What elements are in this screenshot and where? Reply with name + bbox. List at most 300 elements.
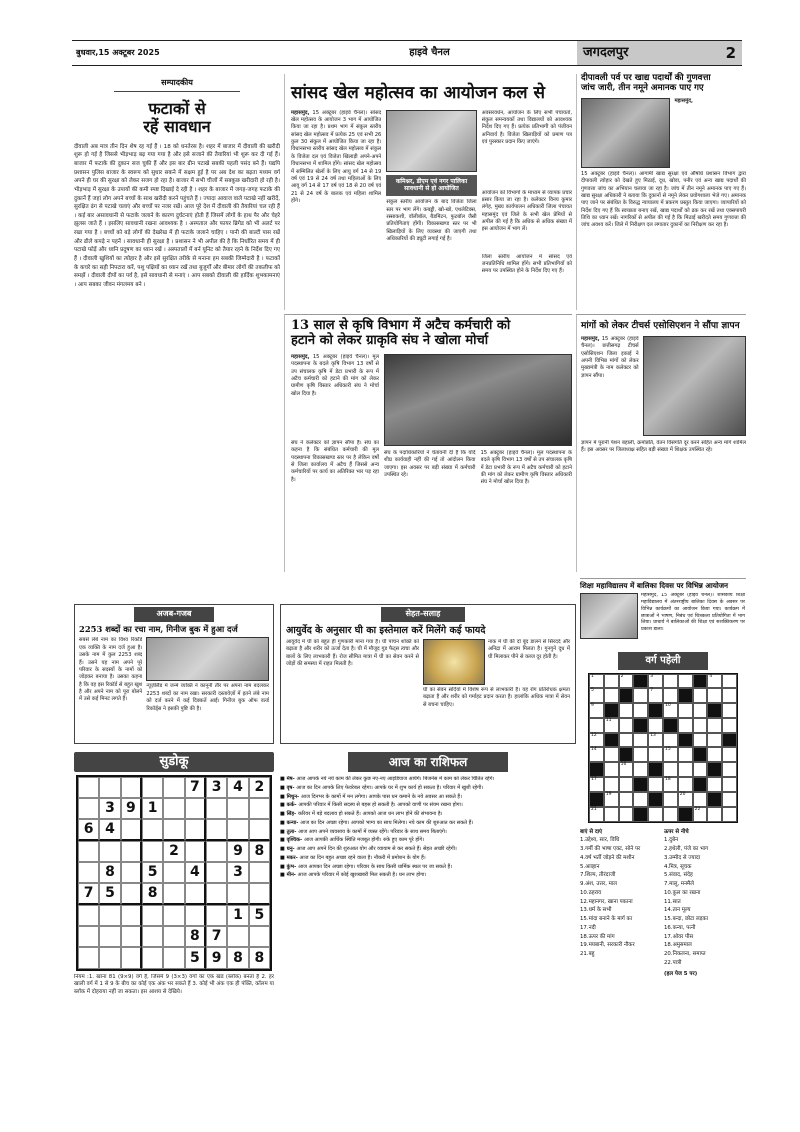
sudoku-cell[interactable]: 6 — [78, 819, 99, 841]
lead-col-1 — [291, 110, 381, 300]
rashifal-title: आज का राशिफल — [348, 752, 508, 772]
crossword-cell[interactable] — [663, 792, 678, 807]
crossword-clue: 4.वर्ष भर्ती जोड़ने की मशीन — [580, 854, 635, 861]
crossword-clue: 5.आव्हान — [580, 863, 600, 870]
sudoku-cell[interactable] — [99, 926, 120, 947]
crossword-cell[interactable] — [722, 703, 737, 718]
sudoku-cell[interactable]: 9 — [206, 947, 227, 968]
guinness-headline: 2253 शब्दों का रचा नाम, गिनीज बुक में हुआ दर्ज — [79, 623, 238, 634]
crossword-cell[interactable] — [619, 703, 634, 718]
crossword-cell[interactable] — [589, 718, 604, 733]
crossword-cell[interactable] — [707, 718, 722, 733]
rashifal-sign: ■ मीन- — [280, 872, 298, 879]
crossword-cell[interactable] — [693, 688, 708, 703]
crossword-cell[interactable] — [722, 807, 737, 822]
crossword-cell[interactable] — [663, 733, 678, 748]
crossword-cell[interactable] — [678, 674, 693, 689]
health-section-label: सेहत-सलाह — [381, 607, 465, 622]
crossword-cell — [693, 747, 708, 762]
crossword-cell[interactable]: 20 — [678, 792, 693, 807]
employees-headline-1: 13 साल से कृषि विभाग में अटैच कर्मचारी को — [291, 318, 511, 333]
crossword-clue: 15.मांदा बनाने के मार्ग का — [580, 916, 633, 922]
guinness-body-a: सबसे लंबे नाम का विश्व रिकॉर्ड एक व्यक्ति के नाम दर्ज हुआ है। उसके नाम में कुल 2253 शब्द हैं। उसने यह नाम अपने पूरे परिवार के सदस्यों के नामों को जोड़कर बनाया है। उसका कहना है कि वह इस रिकॉर्ड से बहुत खुश है और अपने नाम को पूरा बोलने में उसे कई मिनट लगते हैं। — [79, 637, 143, 703]
crossword-cell[interactable] — [693, 792, 708, 807]
health-body-b: नाक में घी की दो बूंद डालने से सिरदर्द और अनिद्रा में आराम मिलता है। गुनगुने दूध में घी मिलाकर पीने से कब्ज दूर होती है। — [488, 638, 570, 660]
crossword-cell[interactable]: 13 — [648, 733, 663, 748]
crossword-cell[interactable] — [693, 718, 708, 733]
sudoku-cell[interactable] — [78, 862, 99, 883]
rashifal-sign: ■ वृश्चिक- — [280, 837, 304, 844]
sudoku-cell[interactable] — [78, 841, 99, 862]
rashifal-sign: ■ मिथुन- — [280, 793, 301, 800]
sudoku-cell[interactable] — [78, 947, 99, 968]
crossword-cell — [693, 674, 708, 689]
rashifal-text: आज आपका दिन अच्छा रहेगा। परिवार के साथ किसी धार्मिक स्थल पर जा सकते हैं। — [297, 863, 453, 870]
crossword-cell[interactable]: 18 — [663, 777, 678, 792]
crossword-cell[interactable] — [619, 777, 634, 792]
crossword-clue: 10.कुल का रखना — [664, 889, 701, 896]
sudoku-cell[interactable]: 5 — [185, 947, 206, 968]
crossword-cell[interactable] — [707, 777, 722, 792]
crossword-cell[interactable] — [693, 703, 708, 718]
sudoku-cell[interactable]: 3 — [227, 862, 248, 883]
crossword-cell[interactable]: 19 — [604, 792, 619, 807]
rashifal-item — [280, 820, 576, 828]
crossword-cell[interactable]: 5 — [589, 688, 604, 703]
sudoku-cell[interactable] — [206, 841, 227, 862]
sudoku-cell[interactable] — [249, 819, 270, 841]
sudoku-cell[interactable] — [142, 947, 163, 968]
crossword-cell[interactable] — [619, 792, 634, 807]
sudoku-cell[interactable]: 8 — [249, 947, 270, 968]
employees-photo — [384, 354, 572, 446]
sudoku-cell[interactable]: 1 — [227, 905, 248, 926]
crossword-cell[interactable] — [722, 747, 737, 762]
crossword-clue: 21.बहु — [580, 951, 595, 957]
crossword-cell[interactable] — [722, 688, 737, 703]
crossword-cell[interactable] — [693, 762, 708, 777]
crossword-cell[interactable]: 11 — [604, 718, 619, 733]
sudoku-cell[interactable] — [163, 883, 184, 905]
crossword-cell — [648, 792, 663, 807]
crossword-clue: 3.उम्मीद से ज्यादा — [664, 854, 701, 861]
sudoku-cell[interactable] — [121, 883, 142, 905]
crossword-clue: 16.कन्या, पत्नी — [664, 924, 696, 931]
crossword-cell[interactable] — [678, 777, 693, 792]
sudoku-cell[interactable] — [163, 777, 184, 798]
sudoku-cell[interactable] — [99, 905, 120, 926]
sudoku-cell[interactable] — [142, 905, 163, 926]
sudoku-cell[interactable] — [227, 819, 248, 841]
rashifal-sign: ■ वृष- — [280, 784, 297, 791]
sudoku-cell[interactable]: 7 — [78, 883, 99, 905]
guinness-photo — [146, 637, 269, 681]
crossword-clue: 9.अंश, उत्तर, माल — [580, 881, 617, 887]
rashifal-sign: ■ मेष- — [280, 776, 297, 783]
city-name: जगदलपुर — [583, 45, 629, 61]
editorial-title-line2: रहें सावधान — [143, 117, 211, 137]
crossword-cell — [619, 747, 634, 762]
crossword-clue: 1.उद्देश्य, सार, विधि — [580, 837, 620, 844]
sudoku-cell[interactable] — [185, 798, 206, 819]
sudoku-cell[interactable] — [163, 947, 184, 968]
lead-body-b: आयोजन को विभागों के माध्यम से व्यापक प्रचार प्रसार किया जा रहा है। कलेक्टर विनय कुमार लंगेह, मुख्य कार्यपालन अधिकारी जिला पंचायत महासमुंद एवं जिले के सभी खेल प्रेमियों से अपील की गई है कि अधिक से अधिक संख्या में इस आयोजन में भाग लें। — [481, 189, 572, 233]
rashifal-text: आज का दिन आपके लिए फेवरेबल रहेगा। आपके घर में शुभ कार्य हो सकता है। परिवार में खुशी रहेगी। — [296, 784, 484, 791]
sudoku-cell[interactable] — [78, 905, 99, 926]
issue-date: बुधवार,15 अक्टूबर 2025 — [76, 47, 160, 57]
crossword-cell — [693, 777, 708, 792]
women-college-body: महासमुंद, 15 अक्टूबर (हाइवे चैनल)। शासकीय शिक्षा महाविद्यालय में अंतरराष्ट्रीय बालिका दिवस के अवसर पर विभिन्न कार्यक्रमों का आयोजन किया गया। कार्यक्रम में छात्राओं ने भाषण, निबंध एवं चित्रकला प्रतियोगिता में भाग लिया। प्राचार्य ने बालिकाओं की शिक्षा एवं सशक्तिकरण पर प्रकाश डाला। — [641, 593, 745, 633]
crossword-cell[interactable] — [604, 674, 619, 689]
crossword-cell[interactable] — [633, 703, 648, 718]
sudoku-cell[interactable] — [78, 926, 99, 947]
sudoku-cell[interactable]: 2 — [249, 777, 270, 798]
crossword-cell[interactable]: 4 — [707, 674, 722, 689]
rashifal-sign: ■ तुला- — [280, 828, 299, 835]
guinness-box — [74, 604, 274, 744]
sudoku-cell[interactable] — [163, 905, 184, 926]
sudoku-cell[interactable]: 8 — [249, 841, 270, 862]
crossword-clue: 18.अमुसमाल — [664, 942, 692, 949]
crossword-cell[interactable] — [648, 777, 663, 792]
sudoku-cell[interactable] — [249, 862, 270, 883]
sudoku-cell[interactable] — [163, 862, 184, 883]
crossword-cell[interactable] — [604, 762, 619, 777]
crossword-cell[interactable] — [619, 718, 634, 733]
lead-headline: सांसद खेल महोत्सव का आयोजन कल से — [291, 83, 545, 103]
sudoku-cell[interactable] — [249, 798, 270, 819]
sudoku-cell[interactable] — [121, 841, 142, 862]
crossword-cell — [678, 733, 693, 748]
sudoku-cell[interactable]: 7 — [185, 777, 206, 798]
sudoku-cell[interactable] — [185, 883, 206, 905]
lead-inset-box: कमिश्नर, डीएम एवं नगर पालिका सावधानी से हो आयोजित — [386, 175, 476, 197]
sudoku-rules: नियम :1. खाना 81 (9×9) वर्ग हैं, जिसमें 9 (3×3) वर्गों का एक खंड (ब्लॉक) बनता है 2. हर खाली वर्ग में 1 से 9 के बीच का कोई एक अंक भर सकते हैं 3. कोई भी अंक एक ही पंक्ति, कॉलम या ब्लॉक में दोहराया नहीं जा सकता। इस आशय से देखिये। — [74, 973, 274, 995]
sudoku-cell[interactable]: 5 — [99, 883, 120, 905]
crossword-cell[interactable] — [619, 733, 634, 748]
sudoku-cell[interactable]: 4 — [185, 862, 206, 883]
sudoku-cell[interactable]: 8 — [185, 926, 206, 947]
crossword-cell[interactable]: 14 — [589, 747, 604, 762]
sudoku-cell[interactable] — [185, 841, 206, 862]
editorial-body: दीवाली अब मात्र तीन दिन शेष रह गई हैं । 18 को धनतेरस है। शहर में बाजार में दीवाली की खरीदी शुरू हो गई है जिससे भीड़भाड़ बढ़ गया गया है और इसे सजाने की तैयारियां भी शुरू कर दी गई हैं। बाजार में फटाके की दुकान सज चुकी हैं और इस बार ग्रीन पटाखे सबकी पहली पसंद बने हैं। यद्यपि प्रशासन पुलिस बाजार के स्वरूप को सुधार सकने में सक्षम हुई है पर अब देश का बढ़ता मध्यम वर्ग अपने ही घर की सुरक्षा को लेकर सजग हो रहा है। बाजार में सभी चीजों में सबकुछ खरीदारी हो रही है। भीड़भाड़ में सुरक्षा के उपायों की कमी स्पष्ट दिखाई दे रही है । शहर के बाजार में जगह-जगह फटाके की दुकानें हैं जहां लोग अपने बच्चों के साथ खरीदी करने पहुंचते हैं । ज्यादा आवाज वाले पटाखे नहीं खरीदें, सुरक्षित ढंग से पटाखे चलाएं और बच्चों पर नजर रखें। आज पूरे देश में दीवाली की तैयारियां चल रही हैं । कई बार असावधानी से फटाके जलाने के कारण दुर्घटनाएं होती हैं जिसमें लोगों के हाथ पैर और चेहरे झुलस जाते हैं । इसलिए सावधानी रखना आवश्यक है । अस्पताल और फायर ब्रिगेड को भी अलर्ट पर रखा गया है । बच्चों को बड़े लोगों की देखरेख में ही फटाके जलाने चाहिए । पानी की बाल्टी पास रखें और ढीले कपड़े न पहनें । सावधानी ही सुरक्षा है । प्रशासन ने भी अपील की है कि निर्धारित समय में ही पटाखे फोड़ें और ध्वनि प्रदूषण का ध्यान रखें । अस्पतालों में बर्न यूनिट को तैयार रहने के निर्देश दिए गए हैं । दीवाली खुशियों का त्योहार है और इसे सुरक्षित तरीके से मनाना हम सबकी जिम्मेदारी है । फटाकों के कचरे का सही निपटारा करें, पशु पक्षियों का ध्यान रखें तथा बुजुर्गों और बीमार लोगों की तकलीफ को समझें । दीवाली दीपों का पर्व है, इसे सावधानी से मनाएं । आप सबको दीवाली की हार्दिक शुभकामनाएं । आप सबका जीवन मंगलमय बने । — [74, 143, 280, 289]
crossword-clue: 13.धर्म के सभी — [580, 907, 612, 914]
crossword-clue: 4.मित्र, सूचक — [664, 863, 692, 870]
teachers-body-b: ज्ञापन में पुरानी पेंशन बहाली, क्रमोन्नति, वेतन विसंगति दूर करने सहित अन्य मांगें शामिल हैं। इस अवसर पर जिलाध्यक्ष सहित बड़ी संख्या में शिक्षक उपस्थित रहे। — [581, 439, 746, 454]
sudoku-cell[interactable] — [142, 777, 163, 798]
crossword-cell[interactable] — [722, 777, 737, 792]
guinness-body-b: न्यूज़ीलैंड में जन्मे व्यक्ति ने कानूनी तौर पर अपना नाम बदलकर 2253 शब्दों का नाम रखा। सरकारी दस्तावेज़ों में इतने लंबे नाम को दर्ज करने में कई दिक्कतें आईं। गिनीज बुक ऑफ वर्ल्ड रिकॉर्ड्स ने इसकी पुष्टि की है। — [146, 683, 269, 712]
diwali-headline-2: जांच जारी, तीन नमूने अमानक पाए गए — [581, 82, 704, 93]
sudoku-cell[interactable]: 3 — [206, 777, 227, 798]
sudoku-cell[interactable] — [121, 819, 142, 841]
crossword-cell[interactable] — [663, 807, 678, 822]
sudoku-cell[interactable]: 7 — [206, 926, 227, 947]
crossword-clue: 10.ठहराव — [580, 889, 602, 896]
crossword-cell[interactable]: 9 — [589, 703, 604, 718]
city-edition-box — [577, 41, 742, 65]
crossword-cell[interactable] — [604, 747, 619, 762]
sudoku-cell[interactable]: 8 — [99, 862, 120, 883]
sudoku-section — [74, 752, 274, 1092]
sudoku-cell[interactable] — [163, 819, 184, 841]
diwali-photo — [581, 98, 670, 168]
diwali-body: 15 अक्टूबर (हाइवे चैनल)। आगामी खाद्य सुरक्षा एवं औषधि प्रशासन विभाग द्वारा दीपावली त्योहार को देखते हुए मिठाई, दूध, खोवा, पनीर एवं अन्य खाद्य पदार्थों की गुणवत्ता जांच का अभियान चलाया जा रहा है। जांच में तीन नमूने अमानक पाए गए हैं। खाद्य सुरक्षा अधिकारी ने बताया कि दुकानों से नमूने लेकर प्रयोगशाला भेजे गए। अमानक पाए जाने पर संबंधित के विरुद्ध न्यायालय में प्रकरण प्रस्तुत किया जाएगा। व्यापारियों को निर्देश दिए गए हैं कि स्वच्छता बनाए रखें, खाद्य पदार्थों को ढक कर रखें तथा एक्सपायरी तिथि का ध्यान रखें। नागरिकों से अपील की गई है कि मिठाई खरीदते समय गुणवत्ता की जांच अवश्य करें। जिले में निरीक्षण दल लगातार दुकानों का निरीक्षण कर रहा है। — [581, 170, 746, 229]
sudoku-cell[interactable] — [78, 798, 99, 819]
crossword-clue: 14.तान मूल्य — [664, 907, 691, 914]
page-number: 2 — [725, 43, 736, 62]
sudoku-cell[interactable] — [206, 862, 227, 883]
sudoku-cell[interactable] — [121, 926, 142, 947]
rashifal-sign: ■ कर्क- — [280, 802, 299, 809]
sudoku-cell[interactable]: 4 — [99, 819, 120, 841]
sudoku-cell[interactable] — [163, 926, 184, 947]
teachers-dateline: महासमुंद, — [581, 335, 600, 342]
page-header — [72, 40, 742, 66]
sudoku-title: सुडोकू — [74, 752, 274, 772]
crossword-cell[interactable]: 22 — [693, 807, 708, 822]
editorial-section — [74, 78, 280, 596]
diwali-headline-1: दीपावली पर्व पर खाद्य पदार्थों की गुणवत्ता — [581, 73, 711, 83]
lead-body-c: अवसरवर्धन, आयोजन के लिए सभी पंचायतों, संकुल समन्वयकों तथा विद्यालयों को आवश्यक निर्देश दिए गए हैं। प्रत्येक प्रतिभागी को पंजीयन अनिवार्य है। विजेता खिलाड़ियों को प्रमाण पत्र एवं पुरस्कार प्रदान किए जाएंगे। — [481, 109, 572, 146]
sudoku-cell[interactable] — [142, 819, 163, 841]
employees-body-a2: 15 अक्टूबर (हाइवे चैनल)। मूल पदस्थापना के बदले कृषि विभाग 13 वर्षों से उप संचालक कृषि में डेटा प्रभारी के रूप में अटैच कर्मचारी को हटाने की मांग को लेकर ग्रामीण कृषि विस्तार अधिकारी संघ ने मोर्चा खोल दिया है। — [480, 449, 572, 486]
crossword-cell[interactable]: 1 — [589, 674, 604, 689]
editorial-title-line1: फटाकों से — [148, 98, 206, 118]
crossword-cell[interactable] — [633, 733, 648, 748]
crossword-cell[interactable] — [678, 703, 693, 718]
rashifal-text: आज आपकी आर्थिक स्थिति मजबूत होगी। रुके हुए काम पूरे होंगे। — [303, 837, 425, 844]
crossword-title: वर्ग पहेली — [618, 652, 708, 670]
crossword-grid[interactable] — [588, 673, 738, 823]
crossword-cell[interactable] — [648, 807, 663, 822]
crossword-cell[interactable] — [722, 762, 737, 777]
crossword-across-title: बाएं से दाएं — [580, 828, 603, 835]
crossword-cell — [589, 762, 604, 777]
rashifal-text: आज आपके परिवार में कोई खुशखबरी मिल सकती है। धन लाभ होगा। — [297, 872, 427, 879]
crossword-clue: 2.हथेली, पंजे का भाग — [664, 846, 709, 852]
sudoku-cell[interactable]: 5 — [142, 862, 163, 883]
employees-story — [284, 314, 572, 572]
sudoku-cell[interactable] — [121, 862, 142, 883]
crossword-clue: 3.गर्मी की भाषा एक्ट, सोने पर — [580, 846, 641, 852]
rashifal-text: आज आप अपने दिन की शुरुआत योग और व्यायाम से कर सकते हैं। सेहत अच्छी रहेगी। — [296, 846, 457, 853]
sudoku-cell[interactable] — [121, 777, 142, 798]
sudoku-cell[interactable] — [78, 777, 99, 798]
rashifal-item — [280, 837, 576, 845]
employees-body-a: 15 अक्टूबर (हाइवे चैनल)। मूल पदस्थापना के बदले कृषि विभाग 13 वर्षों से उप संचालक कृषि में डेटा प्रभारी के रूप में अटैच कर्मचारी को हटाने की मांग को लेकर ग्रामीण कृषि विस्तार अधिकारी संघ ने मोर्चा खोल दिया है। — [291, 353, 379, 397]
diwali-dateline: महासमुंद, — [674, 97, 693, 104]
rashifal-sign: ■ सिंह- — [280, 811, 298, 818]
employees-dateline: महासमुंद, — [291, 353, 310, 360]
crossword-cell[interactable]: 7 — [648, 688, 663, 703]
crossword-clue: 7.मालू, मनमैले — [664, 881, 694, 887]
crossword-cell[interactable] — [678, 718, 693, 733]
crossword-cell[interactable] — [707, 747, 722, 762]
crossword-clue: 12.महानगर, खाना पकाना — [580, 898, 633, 905]
sudoku-cell[interactable] — [99, 777, 120, 798]
sudoku-cell[interactable]: 1 — [142, 798, 163, 819]
crossword-clue: 17.ओवर पीस — [664, 933, 694, 940]
crossword-cell[interactable] — [722, 792, 737, 807]
crossword-cell[interactable] — [722, 718, 737, 733]
rashifal-item — [280, 785, 576, 793]
crossword-cell[interactable] — [678, 747, 693, 762]
crossword-down-list — [664, 836, 746, 967]
crossword-cell[interactable] — [707, 688, 722, 703]
crossword-cell — [707, 792, 722, 807]
sudoku-cell[interactable] — [121, 905, 142, 926]
crossword-clue: 18.ऊपर की मांग — [580, 933, 615, 940]
teachers-photo — [643, 336, 746, 436]
crossword-clue: 17.नदी — [580, 924, 596, 931]
rashifal-sign: ■ धनु- — [280, 846, 297, 853]
sudoku-cell[interactable]: 2 — [163, 841, 184, 862]
rashifal-text: आज आप अपने व्यवसाय के कामों में व्यस्त रहेंगे। परिवार के साथ समय बिताएंगे। — [298, 828, 447, 835]
sudoku-cell[interactable] — [206, 798, 227, 819]
crossword-clue: 20.निकलना, समाप्त — [664, 951, 706, 957]
crossword-cell[interactable] — [633, 762, 648, 777]
crossword-cell — [633, 777, 648, 792]
sudoku-cell[interactable] — [163, 798, 184, 819]
sudoku-cell[interactable] — [227, 883, 248, 905]
employees-body-b: संघ ने कलेक्टर को ज्ञापन सौंपा है। संघ का कहना है कि संबंधित कर्मचारी की मूल पदस्थापना विकासखण्ड स्तर पर है लेकिन वर्षों से जिला कार्यालय में अटैच हैं जिससे अन्य कर्मचारियों पर कार्य का अतिरिक्त भार पड़ रहा है। — [291, 439, 379, 483]
teachers-body-a: 15 अक्टूबर (हाइवे चैनल)। छत्तीसगढ़ टीचर्स एसोसिएशन जिला इकाई ने अपनी विभिन्न मांगों को लेकर मुख्यमंत्री के नाम कलेक्टर को ज्ञापन सौंपा। — [581, 335, 639, 379]
crossword-cell[interactable]: 15 — [663, 747, 678, 762]
crossword-cell[interactable] — [663, 688, 678, 703]
sudoku-cell[interactable] — [185, 819, 206, 841]
crossword-cell[interactable] — [707, 733, 722, 748]
crossword-cell[interactable] — [604, 807, 619, 822]
rashifal-item — [280, 794, 576, 802]
crossword-cell[interactable] — [693, 733, 708, 748]
teachers-story — [576, 314, 746, 572]
crossword-cell — [678, 688, 693, 703]
crossword-cell[interactable]: 17 — [589, 777, 604, 792]
crossword-cell[interactable] — [663, 762, 678, 777]
employees-headline-2: हटाने को लेकर ग्राकृवि संघ ने खोला मोर्चा — [291, 332, 489, 348]
crossword-cell[interactable] — [707, 807, 722, 822]
women-college-headline: शिक्षा महाविद्यालय में बालिका दिवस पर विभिन्न आयोजन — [580, 581, 729, 590]
crossword-cell[interactable] — [678, 762, 693, 777]
rashifal-item — [280, 776, 576, 784]
women-college-photo — [580, 593, 638, 639]
rashifal-text: आज दिनभर के कामों में मन लगेगा। आपके पास धन कमाने के नये अवसर आ सकते हैं। — [300, 793, 462, 800]
sudoku-cell[interactable] — [99, 947, 120, 968]
lead-col-2 — [386, 110, 476, 300]
crossword-cell — [619, 688, 634, 703]
sudoku-cell[interactable]: 9 — [121, 798, 142, 819]
crossword-cell[interactable]: 12 — [589, 733, 604, 748]
lead-body-a: 15 अक्टूबर (हाइवे चैनल)। सांसद खेल महोत्सव के आयोजन 3 भाग में आयोजित किया जा रहा है। प्रथम भाग में संकुल स्तरीय सांसद खेल महोत्सव में प्रत्येक 25 एवं सभी 26 कुल 30 संकुल में आयोजित किया जा रहा है। विधानसभा स्तरीय सांसद खेल महोत्सव में संकुल के विजेता दल एवं विजेता खिलाड़ी अपने-अपने विधानसभा में शामिल होंगे। सांसद खेल महोत्सव में सम्मिलित खेलों के लिए आयु वर्ग 14 से 19 वर्ष एवं 19 से 24 वर्ष तथा महिलाओं के लिए आयु वर्ग 14 से 17 वर्ष एवं 18 से 20 वर्ष एवं 21 से 24 वर्ष के बालक एवं महिला शामिल होंगे। — [291, 109, 382, 205]
sudoku-cell[interactable] — [249, 926, 270, 947]
crossword-clue: 11.सात — [664, 898, 681, 905]
sudoku-cell[interactable]: 8 — [142, 883, 163, 905]
crossword-cell[interactable] — [633, 792, 648, 807]
sudoku-cell[interactable]: 4 — [227, 777, 248, 798]
crossword-cell[interactable] — [648, 718, 663, 733]
crossword-cell[interactable] — [619, 807, 634, 822]
health-ghee-photo — [423, 639, 485, 685]
rashifal-list — [280, 776, 576, 1086]
rashifal-sign: ■ कन्या- — [280, 819, 301, 826]
rashifal-text: आपकी परिवार में किसी सदस्य से बहस हो सकती है। आपको वाणी पर संयम रखना होगा। — [298, 802, 463, 809]
crossword-clue: 5.संवाद, संदेह — [664, 872, 693, 879]
sudoku-cell[interactable] — [206, 883, 227, 905]
sudoku-cell[interactable] — [99, 841, 120, 862]
sudoku-cell[interactable] — [249, 883, 270, 905]
lead-dateline: महासमुंद, — [291, 109, 310, 116]
crossword-cell — [648, 703, 663, 718]
sudoku-cell[interactable] — [206, 905, 227, 926]
sudoku-cell[interactable] — [227, 926, 248, 947]
crossword-cell[interactable]: 21 — [589, 807, 604, 822]
sudoku-cell[interactable]: 8 — [227, 947, 248, 968]
health-body-a: आयुर्वेद में घी को बहुत ही गुणकारी माना गया है। घी पाचन शक्ति को बढ़ाता है और शरीर को ऊर्जा देता है। घी में मौजूद गुड फैट्स त्वचा और बालों के लिए लाभकारी हैं। रोज सीमित मात्रा में घी का सेवन करने से जोड़ों की समस्या में राहत मिलती है। — [286, 638, 419, 667]
crossword-cell[interactable] — [633, 688, 648, 703]
sudoku-cell[interactable]: 5 — [249, 905, 270, 926]
crossword-cell[interactable] — [663, 674, 678, 689]
crossword-cell — [648, 762, 663, 777]
sudoku-cell[interactable]: 3 — [99, 798, 120, 819]
rashifal-section — [280, 752, 576, 1092]
crossword-cell — [707, 762, 722, 777]
crossword-clue: 22.पात्री — [664, 959, 682, 966]
teachers-headline: मांगों को लेकर टीचर्स एसोसिएशन ने सौंपा ज्ञापन — [581, 321, 740, 331]
sudoku-cell[interactable] — [185, 905, 206, 926]
sudoku-cell[interactable] — [142, 926, 163, 947]
rashifal-item — [280, 855, 576, 863]
crossword-clue: 7.शिल्प, तीरंदाजी — [580, 872, 616, 879]
crossword-cell[interactable]: 2 — [619, 674, 634, 689]
women-college-story — [580, 578, 746, 646]
crossword-cell[interactable]: 10 — [663, 703, 678, 718]
crossword-cell — [678, 807, 693, 822]
sudoku-cell[interactable]: 9 — [227, 841, 248, 862]
lead-body-e: जिला स्तरीय आयोजन में सांसद एवं जनप्रतिनिधि शामिल होंगे। सभी प्रतिभागियों को समय पर उपस्थित होने के निर्देश दिए गए हैं। — [481, 253, 572, 275]
sudoku-cell[interactable] — [227, 798, 248, 819]
crossword-cell — [589, 792, 604, 807]
health-body-c: घी का सेवन सर्दियों में विशेष रूप से लाभकारी है। यह रोग प्रतिरोधक क्षमता बढ़ाता है और शरीर को गर्माहट प्रदान करता है। हालांकि अधिक मात्रा में सेवन से बचना चाहिए। — [423, 686, 570, 708]
lead-photo — [386, 110, 476, 172]
crossword-cell[interactable]: 16 — [619, 762, 634, 777]
crossword-cell[interactable] — [648, 747, 663, 762]
crossword-clue: 19.मयबानी, सरकारी नौकर — [580, 942, 635, 949]
rashifal-text: आज आपके नये नये काम की लेकर कुछ नए-नए आइडियाज आयेंगे। बिजनेस में काम को लेकर चिंतित रहेंगे। — [296, 776, 495, 783]
lead-body-d: संकुल स्तरीय आयोजन के बाद विजेता जिला स्तर पर भाग लेंगे। कबड्डी, खो-खो, एथलेटिक्स, रस्साकशी, वॉलीबॉल, बैडमिंटन, फुटबॉल जैसी प्रतियोगिताएं होंगी। विकासखण्ड स्तर पर भी खिलाड़ियों के लिए व्यवस्था की जाएगी तथा अधिकारियों की ड्यूटी लगाई गई है। — [386, 199, 477, 243]
guinness-section-label: अजब-गजब — [134, 607, 214, 622]
crossword-cell[interactable] — [604, 777, 619, 792]
sudoku-cell[interactable] — [142, 841, 163, 862]
rashifal-text: करियर में बड़े बदलाव हो सकते हैं। आपको आज धन लाभ होने की संभावना है। — [297, 811, 443, 818]
sudoku-cell[interactable] — [121, 947, 142, 968]
crossword-cell[interactable] — [722, 674, 737, 689]
editorial-label: सम्पादकीय — [114, 78, 240, 92]
sudoku-grid[interactable] — [76, 775, 272, 971]
diwali-food-story — [576, 74, 746, 310]
sudoku-cell[interactable] — [206, 819, 227, 841]
crossword-cell[interactable] — [633, 747, 648, 762]
crossword-cell[interactable]: 3 — [648, 674, 663, 689]
crossword-cell[interactable] — [604, 688, 619, 703]
rashifal-item — [280, 811, 576, 819]
rashifal-sign: ■ मकर- — [280, 854, 300, 861]
crossword-section — [580, 652, 746, 1092]
paper-name: हाइवे चैनल — [409, 47, 450, 59]
rashifal-text: आज का दिन अच्छा रहेगा। आपको भाग्य का साथ मिलेगा। नये काम की शुरुआत कर सकते हैं। — [300, 819, 474, 826]
crossword-cell — [633, 807, 648, 822]
lead-story — [284, 74, 572, 310]
